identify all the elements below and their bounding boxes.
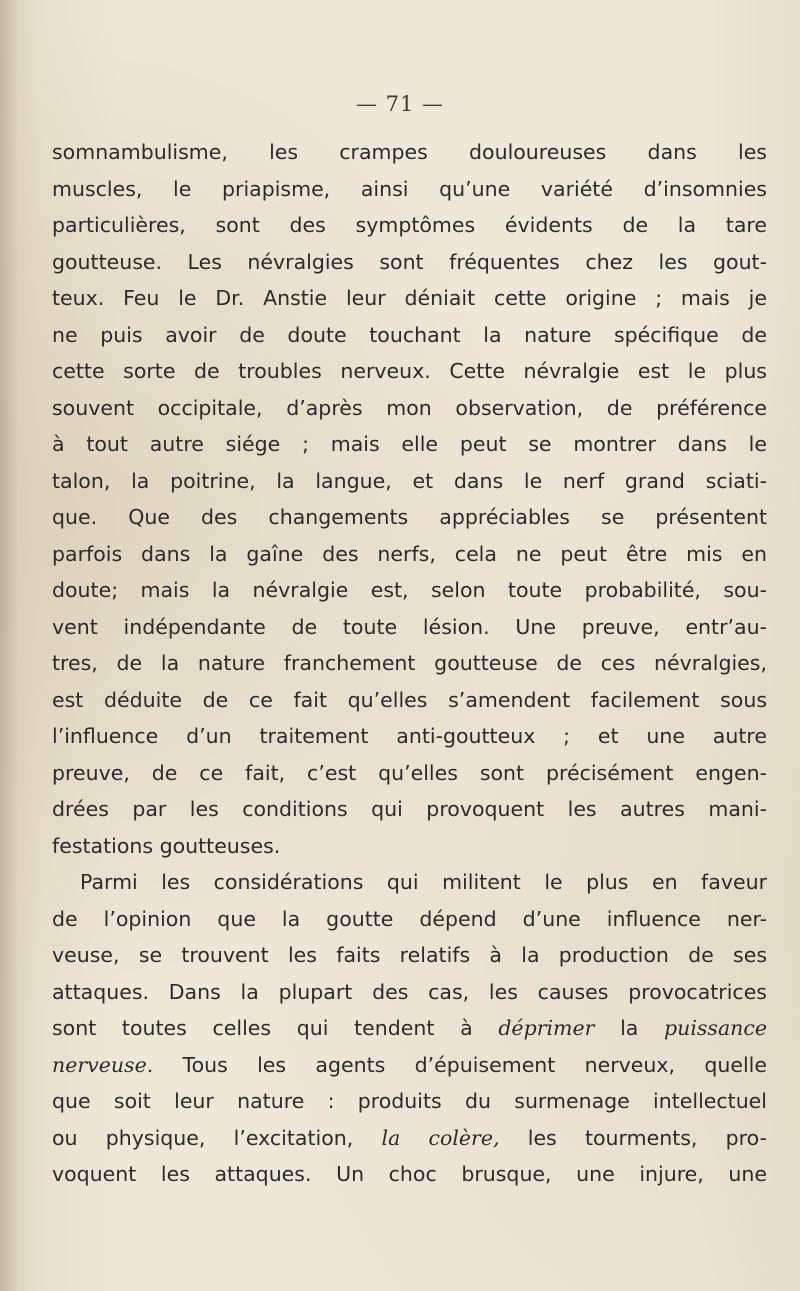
text-line: ne puis avoir de doute touchant la nature spécifique de bbox=[52, 322, 767, 347]
text-segment: la bbox=[594, 1016, 665, 1040]
text-line: est déduite de ce fait qu’elles s’amendent facilement sous bbox=[52, 687, 767, 712]
text-line: l’influence d’un traitement anti-goutteux ; et une autre bbox=[52, 724, 767, 748]
text-segment: Tous les agents d’épuisement nerveux, quelle bbox=[153, 1052, 767, 1077]
text-line: particulières, sont des symptômes évidents de la tare bbox=[52, 213, 767, 237]
text-line: festations goutteuses. bbox=[52, 833, 281, 858]
text-line: doute; mais la névralgie est, selon toute probabilité, sou- bbox=[52, 578, 767, 602]
italic-emphasis: puissance bbox=[664, 1016, 767, 1040]
text-line: Parmi les considérations qui militent le plus en faveur bbox=[80, 870, 767, 894]
italic-emphasis: la colère, bbox=[381, 1125, 500, 1150]
italic-emphasis: nerveuse. bbox=[52, 1052, 154, 1077]
text-line: muscles, le priapisme, ainsi qu’une variété d’insomnies bbox=[52, 176, 767, 201]
text-segment: sont toutes celles qui tendent à bbox=[52, 1016, 499, 1040]
text-line: souvent occipitale, d’après mon observation, de préférence bbox=[52, 395, 767, 420]
text-line: veuse, se trouvent les faits relatifs à la production de ses bbox=[52, 943, 767, 967]
text-line: parfois dans la gaîne des nerfs, cela ne peut être mis en bbox=[52, 541, 767, 566]
text-line: somnambulisme, les crampes douloureuses dans les bbox=[52, 140, 767, 164]
text-line: de l’opinion que la goutte dépend d’une influence ner- bbox=[52, 906, 767, 931]
text-line bbox=[52, 1010, 767, 1047]
text-line: teux. Feu le Dr. Anstie leur déniait cette origine ; mais je bbox=[52, 286, 767, 310]
italic-emphasis: déprimer bbox=[498, 1016, 595, 1040]
text-line bbox=[52, 1120, 767, 1157]
page-number: — 71 — bbox=[355, 92, 445, 116]
text-line: cette sorte de troubles nerveux. Cette névralgie est le plus bbox=[52, 359, 767, 383]
text-line: à tout autre siége ; mais elle peut se montrer dans le bbox=[52, 432, 767, 456]
text-line bbox=[52, 1047, 767, 1084]
text-line: que soit leur nature : produits du surmenage intellectuel bbox=[52, 1089, 767, 1113]
text-line: tres, de la nature franchement goutteuse de ces névralgies, bbox=[52, 651, 767, 675]
text-line: que. Que des changements appréciables se présentent bbox=[52, 505, 767, 529]
text-line: attaques. Dans la plupart des cas, les causes provocatrices bbox=[52, 979, 767, 1004]
text-segment: ou physique, l’excitation, bbox=[52, 1125, 382, 1150]
binding-shadow bbox=[0, 0, 18, 1291]
text-line: preuve, de ce fait, c’est qu’elles sont précisément engen- bbox=[52, 760, 767, 785]
text-line: drées par les conditions qui provoquent les autres mani- bbox=[52, 797, 767, 821]
text-line: vent indépendante de toute lésion. Une preuve, entr’au- bbox=[52, 614, 767, 639]
text-line: voquent les attaques. Un choc brusque, une injure, une bbox=[52, 1162, 767, 1186]
text-segment: les tourments, pro- bbox=[499, 1125, 767, 1150]
text-line: talon, la poitrine, la langue, et dans le nerf grand sciati- bbox=[52, 468, 767, 493]
text-line: goutteuse. Les névralgies sont fréquentes chez les gout- bbox=[52, 249, 767, 274]
body-text bbox=[52, 134, 767, 1193]
